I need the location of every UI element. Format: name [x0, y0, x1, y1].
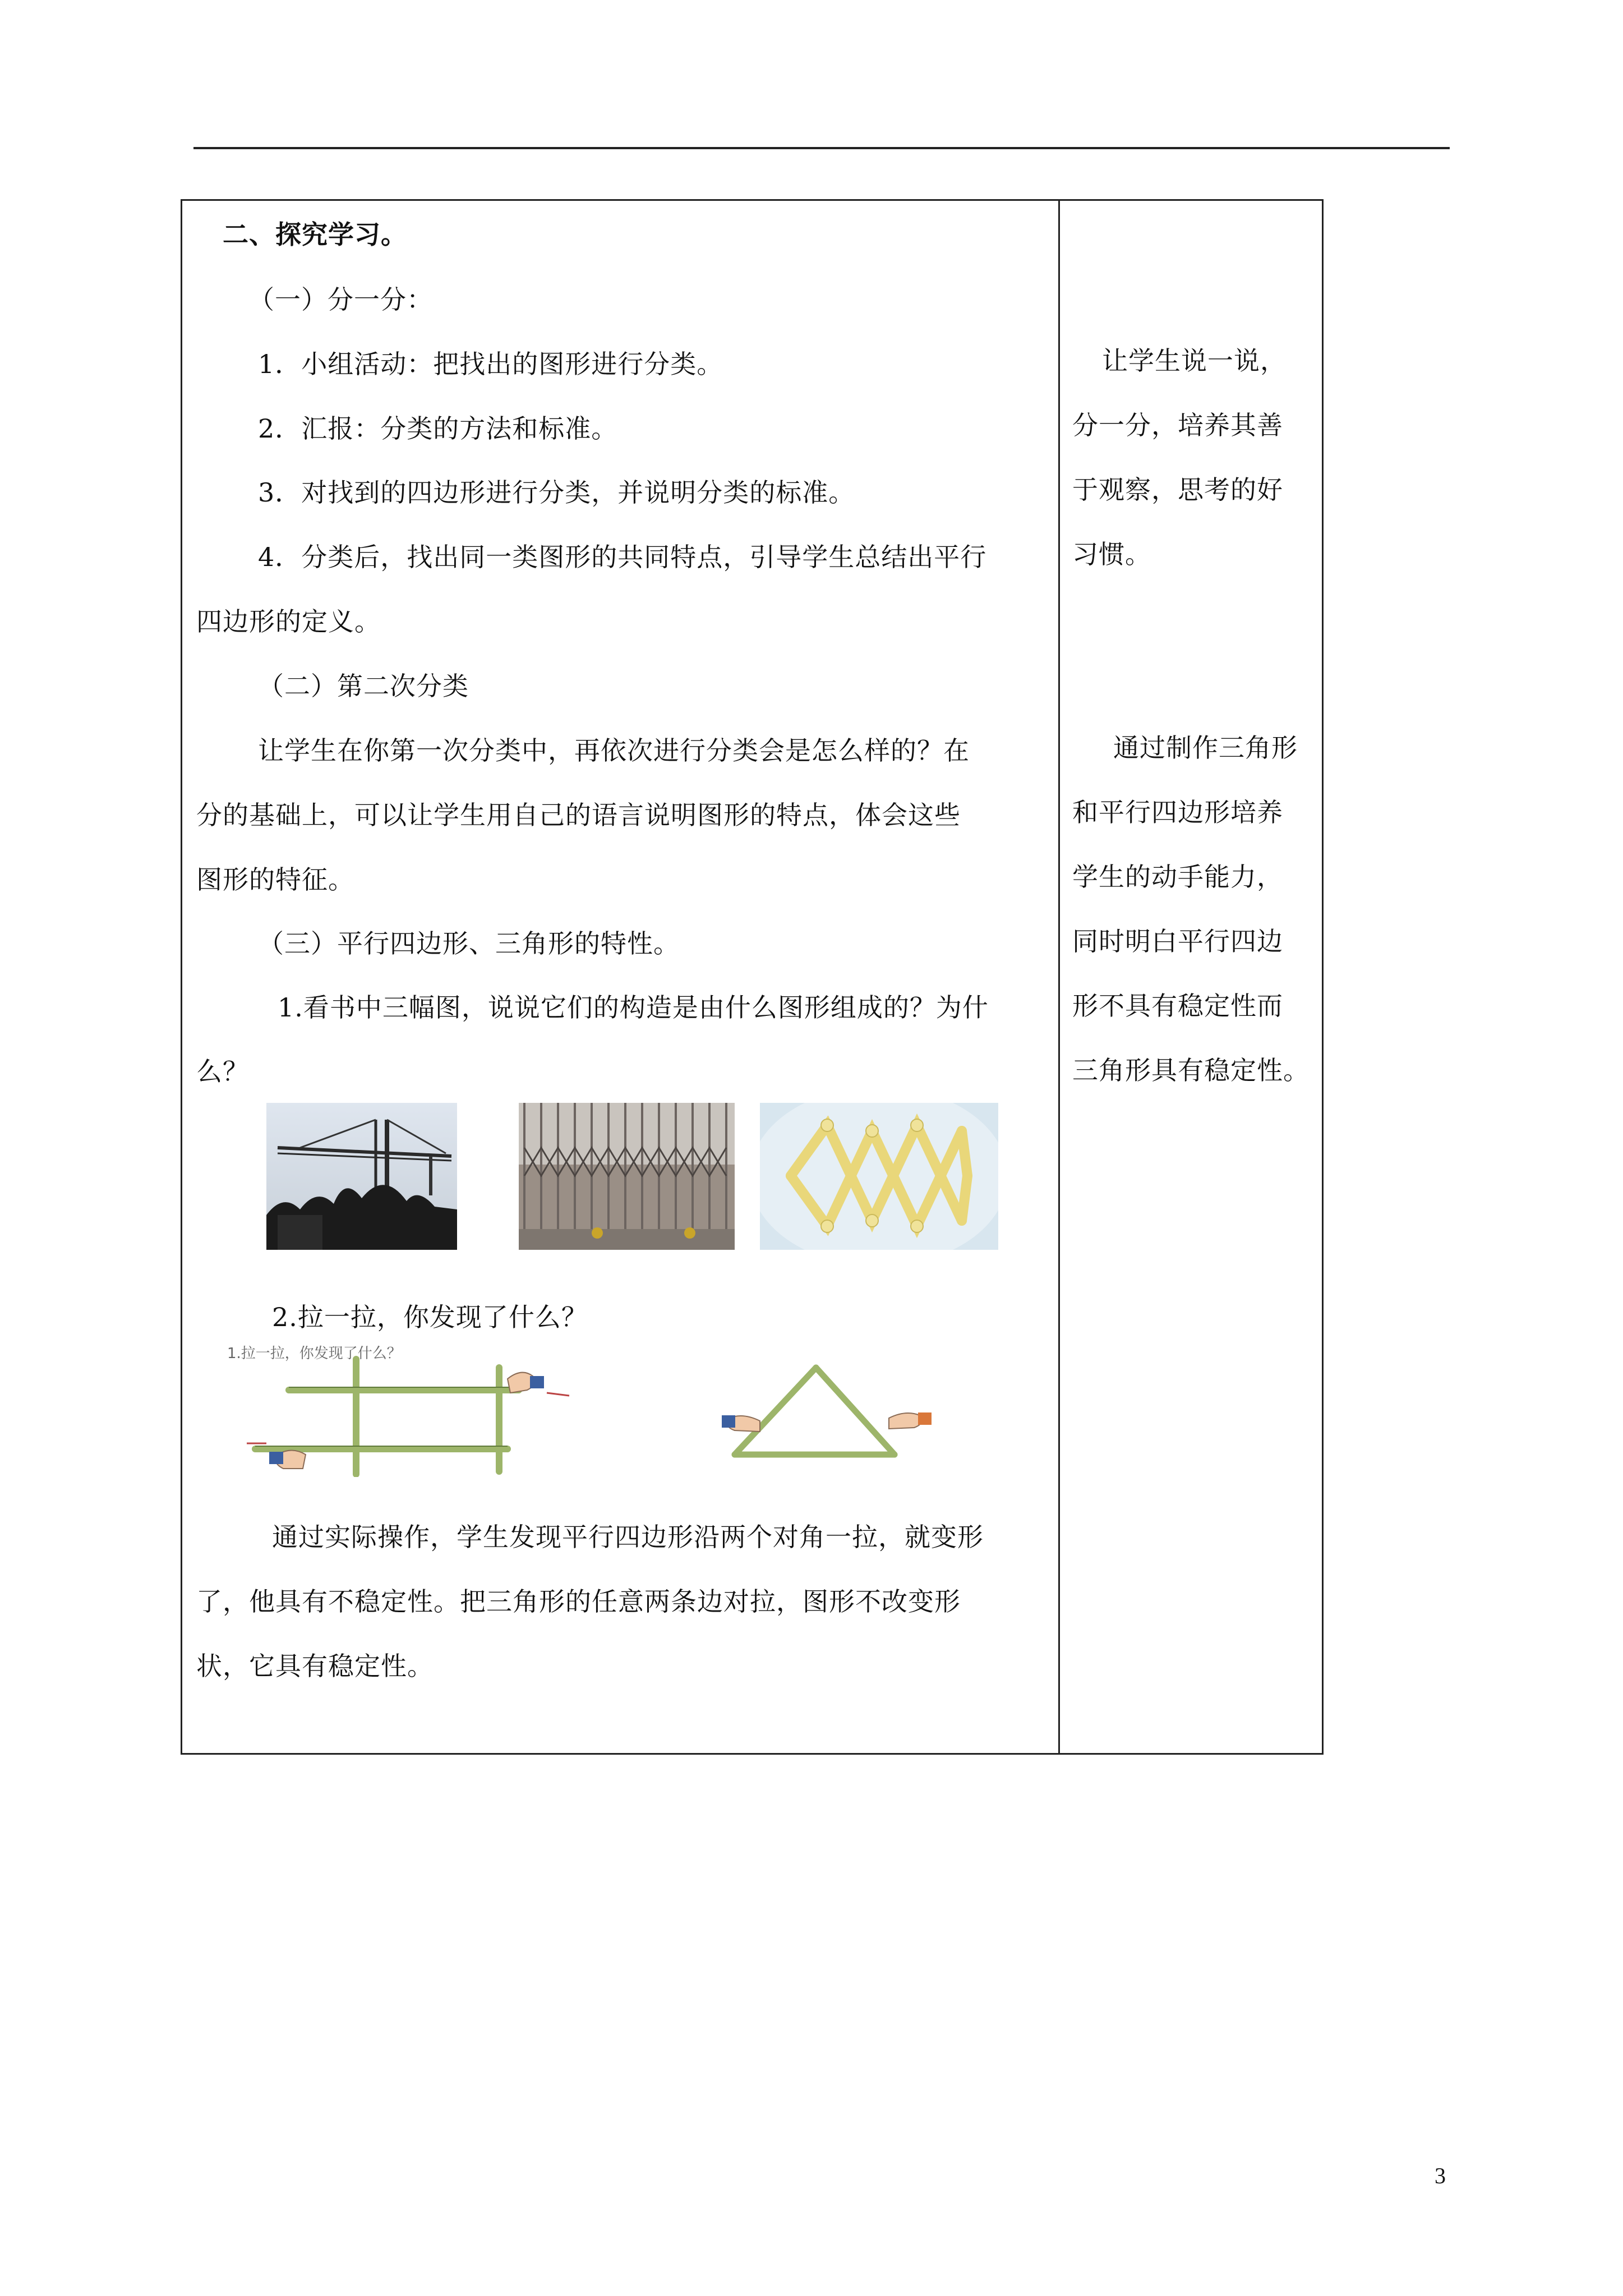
- folding-gate-photo: [519, 1103, 735, 1250]
- side-note-1-line-4: 习惯。: [1072, 539, 1151, 569]
- side-note-2-line-2: 和平行四边形培养: [1072, 797, 1283, 827]
- step-1: 1．小组活动：把找出的图形进行分类。: [258, 349, 723, 379]
- column-divider: [1058, 201, 1060, 1753]
- parallelogram-pull-illustration: [193, 1342, 586, 1477]
- side-note-2-line-6: 三角形具有稳定性。: [1072, 1055, 1310, 1085]
- side-note-1-line-2: 分一分，培养其善: [1072, 410, 1283, 440]
- illustration-caption: 1.拉一拉，你发现了什么？: [227, 1345, 402, 1362]
- paragraph-2-line-2: 分的基础上，可以让学生用自己的语言说明图形的特点，体会这些: [196, 800, 961, 830]
- question-1-line-2: 么？: [196, 1056, 249, 1087]
- section-heading: 二、探究学习。: [223, 219, 407, 250]
- lesson-table: [181, 199, 1324, 1755]
- coat-rack-photo: [760, 1103, 998, 1250]
- paragraph-2-line-1: 让学生在你第一次分类中，再依次进行分类会是怎么样的？在: [258, 735, 970, 766]
- step-3: 3．对找到的四边形进行分类，并说明分类的标准。: [258, 477, 855, 508]
- page-number: 3: [1435, 2163, 1446, 2188]
- paragraph-2-line-3: 图形的特征。: [196, 864, 354, 895]
- side-note-1-line-1: 让学生说一说，: [1102, 346, 1287, 376]
- paragraph-3-line-2: 了，他具有不稳定性。把三角形的任意两条边对拉，图形不改变形: [196, 1586, 961, 1617]
- crane-photo: [266, 1103, 457, 1250]
- side-note-2-line-1: 通过制作三角形: [1113, 733, 1298, 763]
- question-1-line-1: 1.看书中三幅图，说说它们的构造是由什么图形组成的？为什: [278, 992, 989, 1023]
- triangle-pull-illustration: [709, 1356, 951, 1469]
- side-note-2-line-4: 同时明白平行四边: [1072, 926, 1283, 956]
- step-4-line-1: 4．分类后，找出同一类图形的共同特点，引导学生总结出平行: [258, 542, 987, 572]
- side-note-1-line-3: 于观察，思考的好: [1072, 475, 1283, 505]
- step-4-line-2: 四边形的定义。: [196, 606, 381, 637]
- subsection-3-title: （三）平行四边形、三角形的特性。: [258, 928, 680, 959]
- header-rule: [193, 147, 1450, 149]
- step-2: 2．汇报：分类的方法和标准。: [258, 413, 618, 444]
- paragraph-3-line-3: 状，它具有稳定性。: [196, 1651, 434, 1681]
- side-note-2-line-5: 形不具有稳定性而: [1072, 991, 1283, 1021]
- question-2: 2.拉一拉，你发现了什么？: [272, 1302, 588, 1332]
- paragraph-3-line-1: 通过实际操作，学生发现平行四边形沿两个对角一拉，就变形: [272, 1522, 984, 1552]
- subsection-2-title: （二）第二次分类: [258, 671, 469, 701]
- side-note-2-line-3: 学生的动手能力，: [1072, 862, 1283, 892]
- subsection-1-title: （一）分一分：: [248, 284, 433, 315]
